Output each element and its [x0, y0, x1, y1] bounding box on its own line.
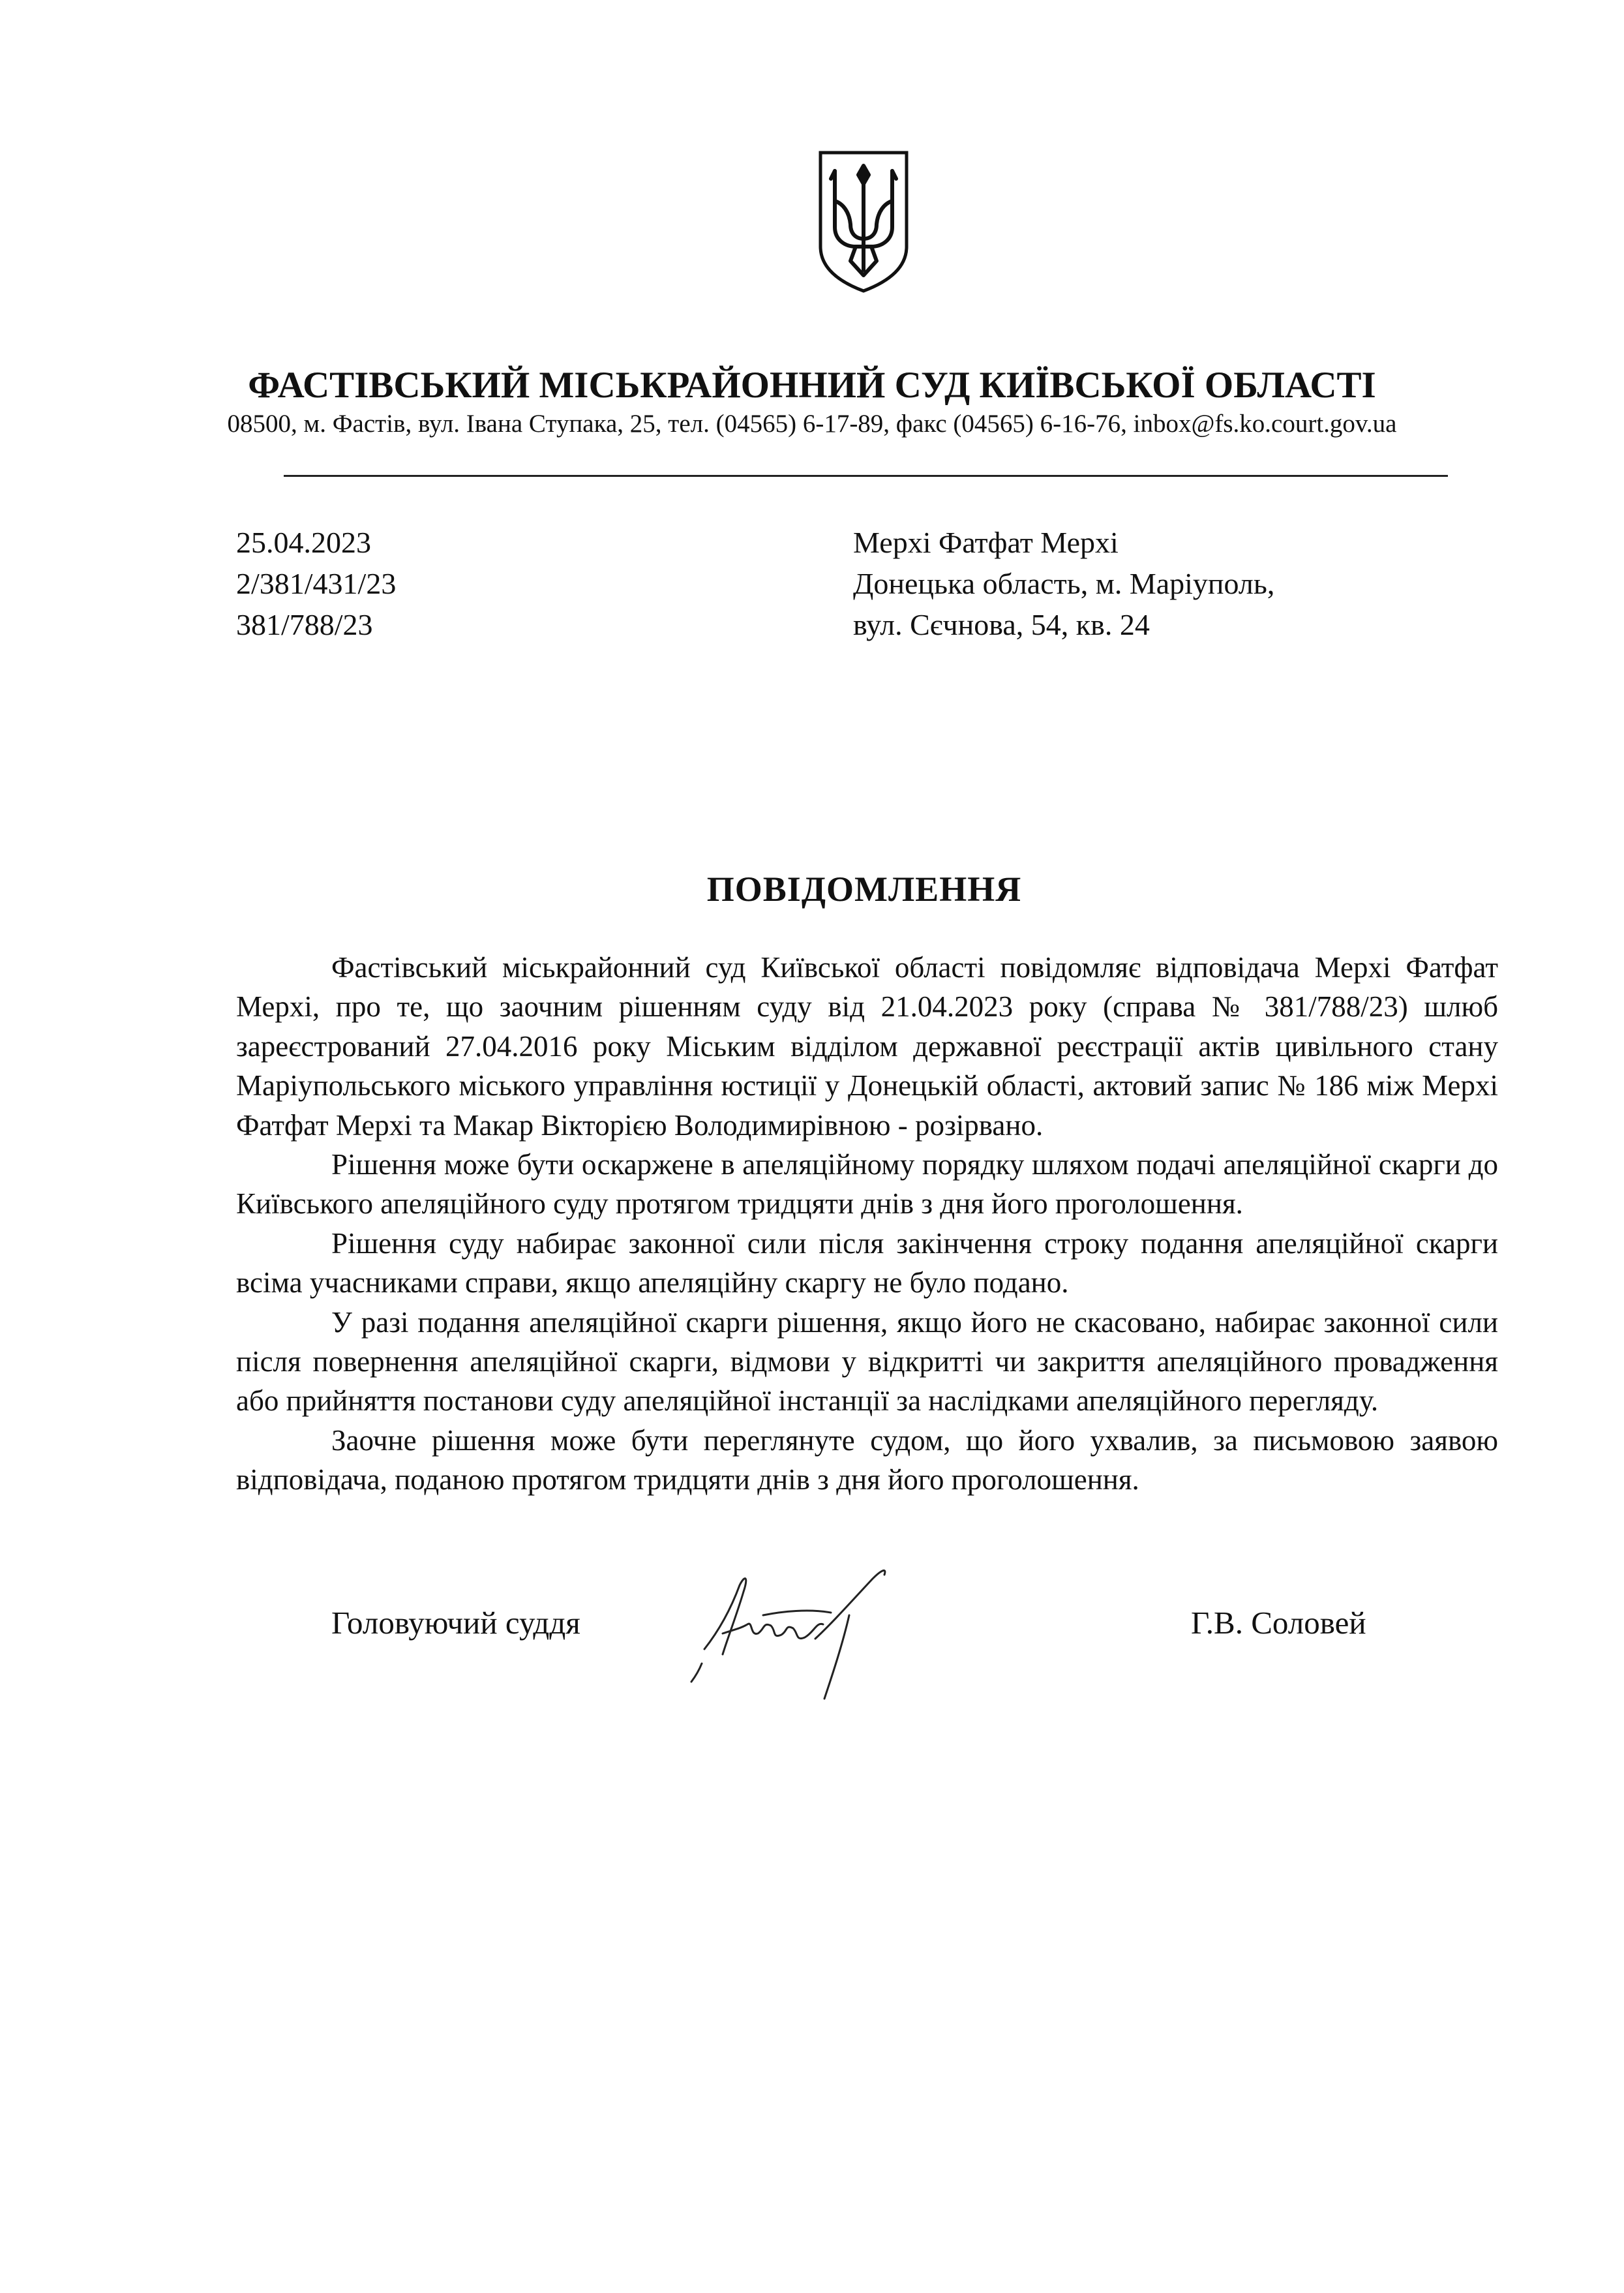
- body-paragraph: Рішення може бути оскаржене в апеляційному порядку шляхом подачі апеляційної скарги до Київського апеляційного суду протягом тридцяти днів з дня його проголошення.: [236, 1148, 1498, 1221]
- signatory-name: Г.В. Соловей: [1191, 1605, 1366, 1641]
- document-date: 25.04.2023: [236, 526, 371, 559]
- document-meta: [236, 522, 396, 645]
- notice-body: [236, 948, 1498, 1500]
- addressee-block: [853, 522, 1274, 645]
- document-title: ПОВІДОМЛЕННЯ: [706, 870, 1022, 909]
- header-divider: [284, 475, 1448, 477]
- body-paragraph: Рішення суду набирає законної сили після закінчення строку подання апеляційної скарги всіма учасниками справи, якщо апеляційну скаргу не було подано.: [236, 1226, 1498, 1299]
- court-address: 08500, м. Фастів, вул. Івана Ступака, 25, тел. (04565) 6-17-89, факс (04565) 6-16-76, inbox@fs.ko.court.gov.ua: [227, 410, 1397, 438]
- body-paragraph: Фастівський міськрайонний суд Київської області повідомляє відповідача Мерхі Фатфат Мерхі, про те, що заочним рішенням суду від 21.04.2023 року (справа № 381/788/23) шлюб зареєстрований 27.04.2016 року Міським відділом державної реєстрації актів цивільного стану Маріупольського міського управління юстиції у Донецькій області, актовий запис № 186 між Мерхі Фатфат Мерхі та Макар Вікторією Володимирівною - розірвано.: [236, 951, 1498, 1142]
- ukraine-trident-emblem-icon: [817, 149, 910, 294]
- addressee-address-line-1: Донецька область, м. Маріуполь,: [853, 567, 1275, 600]
- body-paragraph: Заочне рішення може бути переглянуте судом, що його ухвалив, за письмовою заявою відповідача, поданою протягом тридцяти днів з дня його проголошення.: [236, 1423, 1498, 1496]
- body-paragraph: У разі подання апеляційної скарги рішення, якщо його не скасовано, набирає законної сили після повернення апеляційної скарги, відмови у відкритті чи закриття апеляційного провадження або прийняття постанови суду апеляційної інстанції за наслідками апеляційного перегляду.: [236, 1305, 1498, 1418]
- handwritten-signature-icon: [685, 1553, 920, 1716]
- addressee-name: Мерхі Фатфат Мерхі: [853, 526, 1119, 559]
- reference-number: 2/381/431/23: [236, 567, 397, 600]
- addressee-address-line-2: вул. Сєчнова, 54, кв. 24: [853, 608, 1150, 641]
- court-name: ФАСТІВСЬКИЙ МІСЬКРАЙОННИЙ СУД КИЇВСЬКОЇ ОБЛАСТІ: [248, 365, 1376, 406]
- signatory-position: Головуючий суддя: [331, 1605, 580, 1641]
- case-number: 381/788/23: [236, 608, 373, 641]
